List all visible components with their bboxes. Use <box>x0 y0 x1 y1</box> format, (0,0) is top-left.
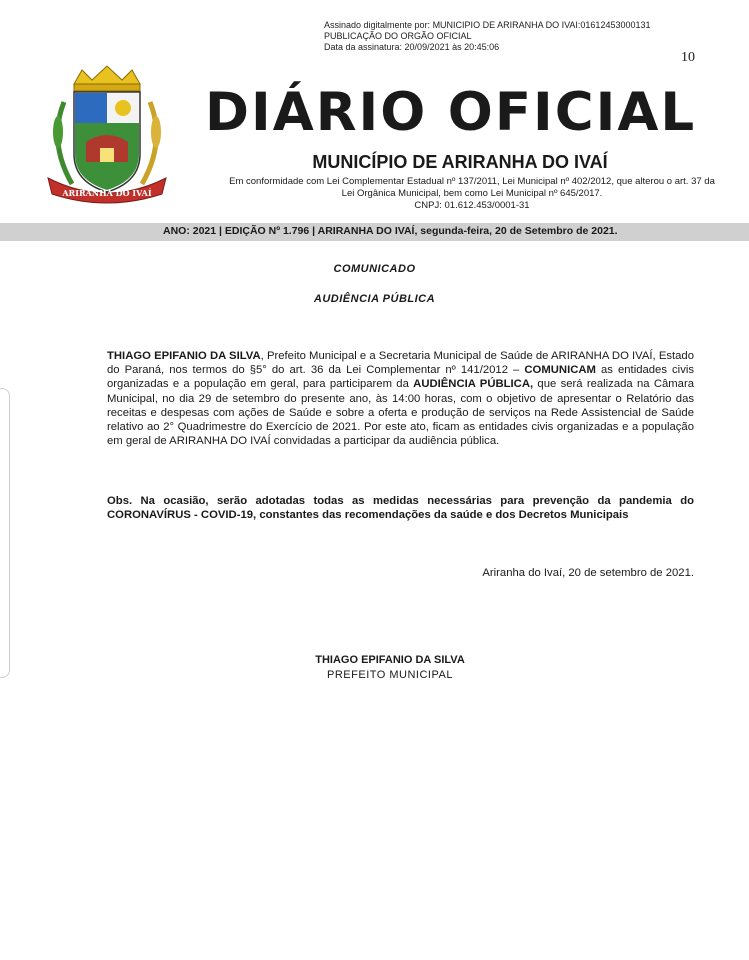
municipality-name: MUNICÍPIO DE ARIRANHA DO IVAÍ <box>312 152 608 172</box>
page-number: 10 <box>681 50 695 65</box>
mayor-name: THIAGO EPIFANIO DA SILVA <box>107 350 261 362</box>
body-text-1: , Prefeito Municipal e a Secretaria Municipal de Saúde de ARIRANHA DO IVAÍ, Estado do Paraná, nos termos do §5° do art. 36 da Lei Complementar nº 141/2012 – <box>107 350 694 377</box>
digital-signature-stamp <box>324 20 651 53</box>
signature-line-3: Data da assinatura: 20/09/2021 às 20:45:06 <box>324 42 500 52</box>
body-text-3: que será realizada na Câmara Municipal, no dia 29 de setembro do presente ano, às 14:00 horas, com o objetivo de apresentar o Relatório das receitas e despesas com ações de Saúde e sobre a oferta e produção de serviços na Rede Assistencial de Saúde relativo ao 2° Quadrimestre do Exercício de 2021. Por este ato, ficam as entidades civis organizadas e a população em geral de ARIRANHA DO IVAÍ convidadas a participar da audiência pública. <box>107 378 695 448</box>
crest-ribbon-text: ARIRANHA DO IVAÍ <box>62 188 152 198</box>
heading-audiencia-publica: AUDIÊNCIA PÚBLICA <box>313 293 436 305</box>
document-date: Ariranha do Ivaí, 20 de setembro de 2021. <box>482 567 694 579</box>
body-comunicam: COMUNICAM <box>524 364 596 377</box>
heading-comunicado: COMUNICADO <box>333 263 416 275</box>
signer-name: THIAGO EPIFANIO DA SILVA <box>315 654 465 666</box>
signature-line-2: PUBLICAÇÃO DO ORGÃO OFICIAL <box>324 31 472 41</box>
edition-info: ANO: 2021 | EDIÇÃO Nº 1.796 | ARIRANHA DO IVAÍ, segunda-feira, 20 de Setembro de 2021. <box>163 225 618 237</box>
legal-basis-line-1: Em conformidade com Lei Complementar Estadual nº 137/2011, Lei Municipal nº 402/2012, que alterou o art. 37 da <box>229 176 715 187</box>
body-audiencia: AUDIÊNCIA PÚBLICA, <box>413 378 534 391</box>
legal-basis-text <box>205 176 739 212</box>
signature-line-1: Assinado digitalmente por: MUNICIPIO DE ARIRANHA DO IVAI:01612453000131 <box>324 20 651 30</box>
covid-observation: Obs. Na ocasião, serão adotadas todas as medidas necessárias para prevenção da pandemia do CORONAVÍRUS - COVID-19, constantes das recomendações da saúde e dos Decretos Municipais <box>107 495 694 522</box>
signer-role: PREFEITO MUNICIPAL <box>327 669 453 681</box>
newspaper-title: DIÁRIO OFICIAL <box>205 82 697 143</box>
edition-bar <box>0 223 749 241</box>
municipal-coat-of-arms-icon <box>34 62 180 208</box>
viewer-edge-tab <box>0 388 10 678</box>
cnpj: CNPJ: 01.612.453/0001-31 <box>414 200 530 211</box>
body-text-2: as entidades civis organizadas e a população em geral, para participarem da <box>107 364 695 391</box>
announcement-body <box>107 349 694 448</box>
legal-basis-line-2: Lei Orgânica Municipal, bem como Lei Municipal nº 645/2017. <box>341 188 603 199</box>
